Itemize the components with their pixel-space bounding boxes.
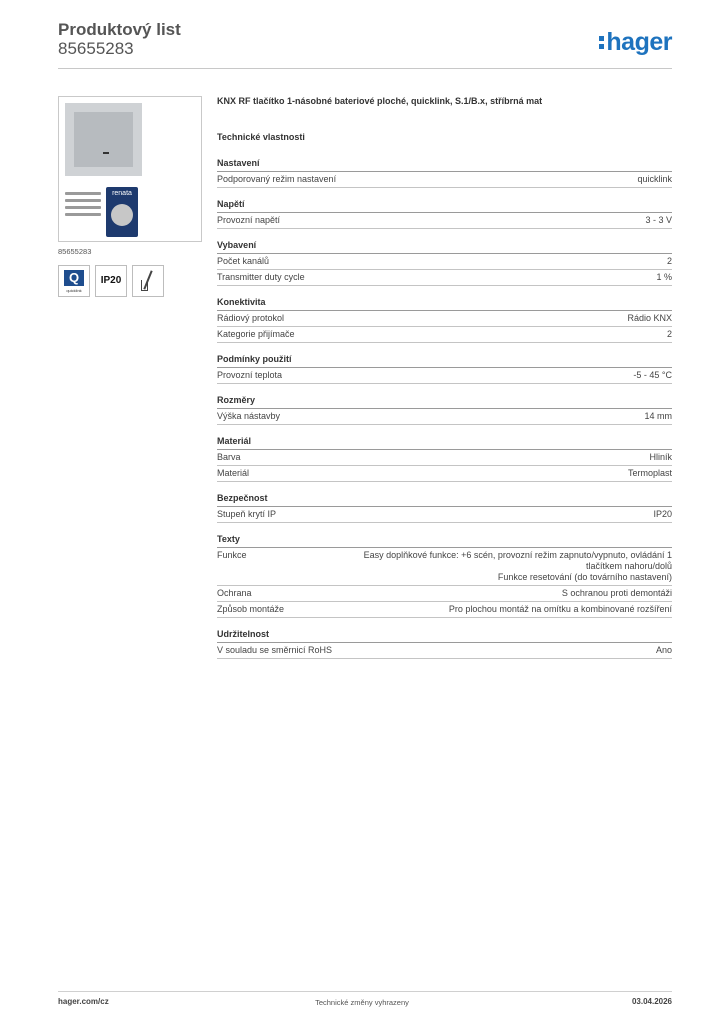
switch-rocker [74, 112, 133, 167]
product-sidebar [58, 96, 202, 299]
section-title: Texty [217, 534, 672, 548]
section-title: Rozměry [217, 395, 672, 409]
page-title: Produktový list [58, 20, 181, 39]
badge-row [58, 265, 202, 299]
spec-value [656, 645, 672, 656]
spec-row [217, 368, 672, 384]
section-title: Nastavení [217, 158, 672, 172]
logo-dots-icon [599, 27, 604, 49]
spec-label: Ochrana [217, 588, 252, 598]
product-code: 85655283 [58, 39, 134, 58]
spec-value [364, 550, 672, 583]
image-product-code: 85655283 [58, 247, 92, 256]
spec-value [644, 411, 672, 422]
spec-row [217, 586, 672, 602]
spec-value-line: quicklink [637, 174, 672, 184]
spec-value-line: 1 % [656, 272, 672, 282]
spec-value [667, 256, 672, 267]
spec-section [217, 629, 672, 659]
battery-image [106, 187, 138, 237]
spec-value [562, 588, 672, 599]
spec-row [217, 548, 672, 586]
spec-label: Stupeň krytí IP [217, 509, 277, 519]
spec-value [628, 468, 672, 479]
tech-properties-heading: Technické vlastnosti [217, 132, 305, 142]
spec-section [217, 436, 672, 482]
spec-row [217, 311, 672, 327]
spec-label: Funkce [217, 550, 247, 560]
spec-value [656, 272, 672, 283]
spec-value [449, 604, 672, 615]
header-divider [58, 68, 672, 69]
spec-row [217, 643, 672, 659]
spec-label: Provozní napětí [217, 215, 281, 225]
spec-row [217, 254, 672, 270]
screws-image [65, 188, 101, 218]
logo-text: hager [606, 28, 672, 56]
spec-section [217, 158, 672, 188]
spec-section [217, 534, 672, 618]
footer-website-link[interactable]: hager.com/cz [58, 997, 109, 1006]
spec-section [217, 199, 672, 229]
spec-sections [217, 158, 672, 659]
spec-section [217, 240, 672, 286]
spec-value [627, 313, 672, 324]
product-image [58, 96, 202, 242]
spec-row [217, 409, 672, 425]
spec-value-line: 3 - 3 V [645, 215, 672, 225]
spec-value-line: IP20 [653, 509, 672, 519]
spec-label: Podporovaný režim nastavení [217, 174, 337, 184]
spec-value-line: 2 [666, 256, 672, 266]
section-title: Vybavení [217, 240, 672, 254]
switch-image [65, 103, 142, 176]
spec-row [217, 172, 672, 188]
spec-value-line: Easy doplňkové funkce: +6 scén, provozní režim zapnuto/vypnuto, ovládání 1 [363, 550, 672, 560]
section-title: Bezpečnost [217, 493, 672, 507]
spec-label: Počet kanálů [217, 256, 270, 266]
spec-section [217, 354, 672, 384]
hager-logo[interactable] [599, 27, 672, 57]
spec-row [217, 270, 672, 286]
spec-label: Způsob montáže [217, 604, 285, 614]
spec-value [633, 370, 672, 381]
ip20-icon: IP20 [95, 265, 127, 297]
spec-label: Rádiový protokol [217, 313, 285, 323]
product-details [217, 95, 672, 670]
section-title: Materiál [217, 436, 672, 450]
spec-value-line: Ano [655, 645, 672, 655]
spec-row [217, 507, 672, 523]
spec-value-line: S ochranou proti demontáži [561, 588, 672, 598]
section-title: Podmínky použití [217, 354, 672, 368]
spec-value-line: Hliník [649, 452, 672, 462]
spec-section [217, 297, 672, 343]
footer-divider [58, 991, 672, 992]
spec-value [637, 174, 672, 185]
battery-label: renata [112, 190, 132, 197]
spec-row [217, 327, 672, 343]
spec-row [217, 466, 672, 482]
spec-label: Barva [217, 452, 241, 462]
spec-value [653, 509, 672, 520]
spec-label: Transmitter duty cycle [217, 272, 305, 282]
footer-date: 03.04.2026 [631, 997, 672, 1006]
switch-led [103, 152, 109, 154]
screwdriver-mounting-icon [132, 265, 164, 297]
spec-value [649, 452, 672, 463]
section-title: Konektivita [217, 297, 672, 311]
section-title: Napětí [217, 199, 672, 213]
battery-coin [111, 204, 133, 226]
spec-value-line: Termoplast [627, 468, 672, 478]
spec-value-line: 14 mm [644, 411, 672, 421]
spec-value-line: Rádio KNX [627, 313, 672, 323]
spec-label: Výška nástavby [217, 411, 281, 421]
spec-value-line: Funkce resetování (do továrního nastavení) [497, 572, 672, 582]
spec-value-line: 2 [666, 329, 672, 339]
spec-label: Provozní teplota [217, 370, 283, 380]
quicklink-q-icon: Q quicklink [58, 265, 90, 297]
spec-label: V souladu se směrnicí RoHS [217, 645, 333, 655]
spec-row [217, 450, 672, 466]
section-title: Udržitelnost [217, 629, 672, 643]
spec-row [217, 602, 672, 618]
spec-row [217, 213, 672, 229]
spec-label: Materiál [217, 468, 250, 478]
spec-value [645, 215, 672, 226]
footer-disclaimer: Technické změny vyhrazeny [315, 998, 409, 1007]
spec-value-line: -5 - 45 °C [633, 370, 672, 380]
spec-value-line: tlačítkem nahoru/dolů [585, 561, 672, 571]
spec-label: Kategorie přijímače [217, 329, 295, 339]
spec-section [217, 493, 672, 523]
spec-section [217, 395, 672, 425]
spec-value-line: Pro plochou montáž na omítku a kombinované rozšíření [448, 604, 672, 614]
spec-value [667, 329, 672, 340]
product-title: KNX RF tlačítko 1-násobné bateriové ploché, quicklink, S.1/B.x, stříbrná mat [217, 96, 543, 106]
